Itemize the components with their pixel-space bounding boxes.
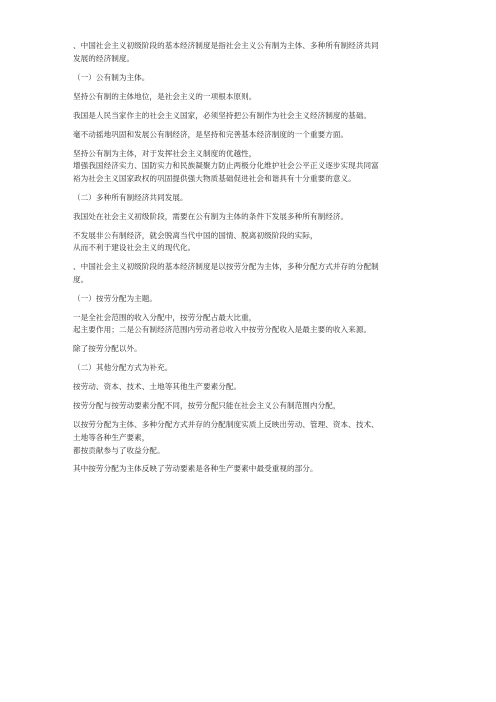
paragraph-line: 毫不动摇地巩固和发展公有制经济，是坚持和完善基本经济制度的一个重要方面。 — [73, 129, 349, 139]
paragraph-p13 — [73, 343, 428, 356]
paragraph-line: 坚持公有制的主体地位，是社会主义的一项根本原则。 — [73, 91, 257, 101]
paragraph-line: （一）公有制为主体。 — [73, 72, 150, 82]
paragraph-line: （二）多种所有制经济共同发展。 — [73, 192, 188, 202]
paragraph-p17 — [73, 419, 428, 457]
paragraph-line: 裕为社会主义国家政权的巩固提供强大物质基础促进社会和谐具有十分重要的意义。 — [73, 173, 356, 183]
paragraph-p16 — [73, 400, 428, 413]
paragraph-line: 增强我国经济实力、国防实力和民族凝聚力防止两极分化维护社会公平正义逐步实现共同富 — [73, 161, 379, 171]
paragraph-line: 、中国社会主义初级阶段的基本经济制度是以按劳分配为主体，多种分配方式并存的分配制 — [73, 262, 379, 272]
paragraph-p18 — [73, 463, 428, 476]
paragraph-line: 从而不利于建设社会主义的现代化。 — [73, 243, 196, 253]
paragraph-line: 不发展非公有制经济，就会脱离当代中国的国情、脱离初级阶段的实际， — [73, 230, 318, 240]
paragraph-p14 — [73, 362, 428, 375]
paragraph-line: 按劳分配与按劳动要素分配不同，按劳分配只能在社会主义公有制范围内分配， — [73, 401, 341, 411]
paragraph-line: 我国是人民当家作主的社会主义国家，必须坚持把公有制作为社会主义经济制度的基础。 — [73, 110, 372, 120]
paragraph-line: 、中国社会主义初级阶段的基本经济制度是指社会主义公有制为主体、多种所有制经济共同 — [73, 41, 379, 50]
paragraph-line: 除了按劳分配以外。 — [73, 344, 142, 354]
paragraph-line: （二）其他分配方式为补充。 — [73, 363, 173, 373]
paragraph-p2 — [73, 72, 428, 85]
paragraph-line: 一是全社会范围的收入分配中，按劳分配占最大比重， — [73, 312, 257, 322]
paragraph-line: 度。 — [73, 274, 89, 284]
paragraph-line: 其中按劳分配为主体反映了劳动要素是各种生产要素中最受重视的部分。 — [73, 464, 318, 474]
paragraph-p4 — [73, 110, 428, 123]
paragraph-line: 土地等各种生产要素， — [73, 432, 150, 442]
paragraph-p8 — [73, 211, 428, 224]
paragraph-p5 — [73, 129, 428, 142]
paragraph-line: 我国处在社会主义初级阶段，需要在公有制为主体的条件下发展多种所有制经济。 — [73, 211, 349, 221]
paragraph-p6 — [73, 148, 428, 186]
paragraph-p9 — [73, 230, 428, 255]
paragraph-p15 — [73, 381, 428, 394]
paragraph-line: 发展的经济制度。 — [73, 53, 135, 63]
paragraph-line: 按劳动、资本、技术、土地等其他生产要素分配。 — [73, 382, 242, 392]
paragraph-p3 — [73, 91, 428, 104]
document-page — [73, 40, 428, 482]
paragraph-line: 坚持公有制为主体，对于发挥社会主义制度的优越性， — [73, 148, 257, 158]
paragraph-p12 — [73, 312, 428, 337]
paragraph-p10 — [73, 261, 428, 286]
paragraph-p11 — [73, 293, 428, 306]
paragraph-p7 — [73, 192, 428, 205]
paragraph-line: 起主要作用；二是公有制经济范围内劳动者总收入中按劳分配收入是最主要的收入来源。 — [73, 325, 372, 335]
paragraph-p1 — [73, 40, 428, 65]
paragraph-line: 以按劳分配为主体、多种分配方式并存的分配制度实质上反映出劳动、管理、资本、技术、 — [73, 420, 379, 430]
paragraph-line: 都按贡献参与了收益分配。 — [73, 445, 165, 455]
paragraph-line: （一）按劳分配为主题。 — [73, 293, 158, 303]
